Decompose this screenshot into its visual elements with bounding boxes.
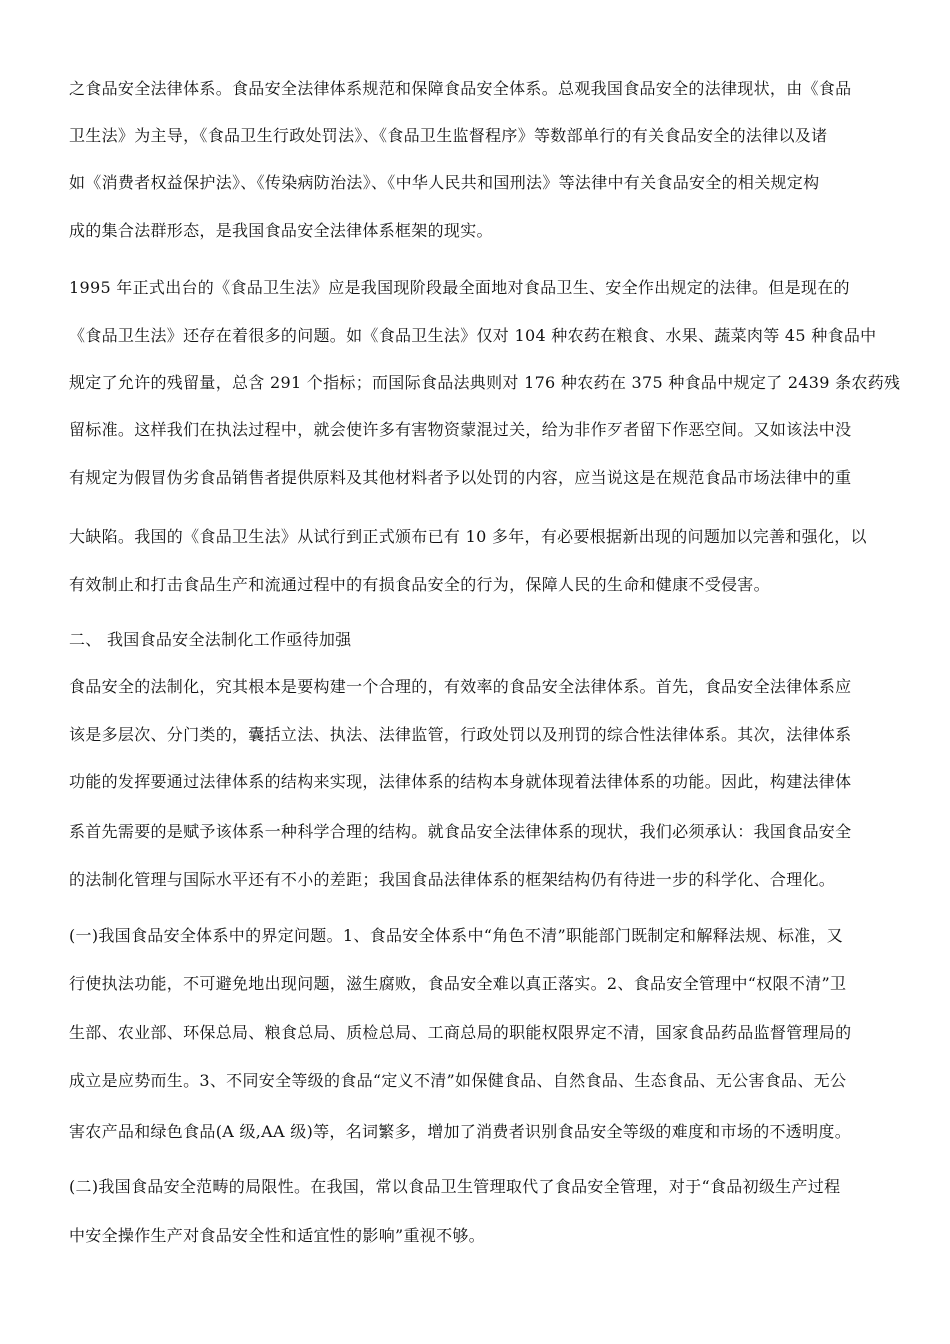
text-line-8: 留标准。这样我们在执法过程中，就会使许多有害物资蒙混过关，给为非作歹者留下作恶空间。又如该法中没 bbox=[69, 420, 852, 439]
text-line-16: 系首先需要的是赋予该体系一种科学合理的结构。就食品安全法律体系的现状，我们必须承认：我国食品安全 bbox=[69, 822, 852, 841]
text-line-23: (二)我国食品安全范畴的局限性。在我国，常以食品卫生管理取代了食品安全管理，对于“食品初级生产过程 bbox=[69, 1177, 841, 1196]
text-line-2: 卫生法》为主导，《食品卫生行政处罚法》、《食品卫生监督程序》等数部单行的有关食品安全的法律以及诸 bbox=[69, 126, 828, 145]
text-line-10: 大缺陷。我国的《食品卫生法》从试行到正式颁布已有 10 多年，有必要根据新出现的问题加以完善和强化，以 bbox=[69, 527, 867, 546]
text-line-6: 《食品卫生法》还存在着很多的问题。如《食品卫生法》仅对 104 种农药在粮食、水果、蔬菜肉等 45 种食品中 bbox=[69, 326, 877, 345]
text-line-7: 规定了允许的残留量，总含 291 个指标；而国际食品法典则对 176 种农药在 375 种食品中规定了 2439 条农药残 bbox=[69, 373, 901, 392]
text-line-1: 之食品安全法律体系。食品安全法律体系规范和保障食品安全体系。总观我国食品安全的法律现状，由《食品 bbox=[69, 79, 852, 98]
text-line-17: 的法制化管理与国际水平还有不小的差距；我国食品法律体系的框架结构仍有待进一步的科学化、合理化。 bbox=[69, 870, 836, 889]
text-line-22: 害农产品和绿色食品(A 级,AA 级)等，名词繁多，增加了消费者识别食品安全等级的难度和市场的不透明度。 bbox=[69, 1122, 852, 1141]
text-line-24: 中安全操作生产对食品安全性和适宜性的影响”重视不够。 bbox=[69, 1226, 485, 1245]
text-line-5: 1995 年正式出台的《食品卫生法》应是我国现阶段最全面地对食品卫生、安全作出规定的法律。但是现在的 bbox=[69, 278, 850, 297]
text-line-3: 如《消费者权益保护法》、《传染病防治法》、《中华人民共和国刑法》等法律中有关食品安全的相关规定构 bbox=[69, 173, 820, 192]
text-line-21: 成立是应势而生。3、不同安全等级的食品“定义不清”如保健食品、自然食品、生态食品、无公害食品、无公 bbox=[69, 1071, 847, 1090]
text-line-11: 有效制止和打击食品生产和流通过程中的有损食品安全的行为，保障人民的生命和健康不受侵害。 bbox=[69, 575, 770, 594]
section-heading: 二、 我国食品安全法制化工作亟待加强 bbox=[69, 630, 352, 649]
text-line-4: 成的集合法群形态，是我国食品安全法律体系框架的现实。 bbox=[69, 221, 493, 240]
text-line-14: 该是多层次、分门类的，囊括立法、执法、法律监管，行政处罚以及刑罚的综合性法律体系。其次，法律体系 bbox=[69, 725, 852, 744]
text-line-15: 功能的发挥要通过法律体系的结构来实现，法律体系的结构本身就体现着法律体系的功能。因此，构建法律体 bbox=[69, 772, 852, 791]
text-line-9: 有规定为假冒伪劣食品销售者提供原料及其他材料者予以处罚的内容，应当说这是在规范食品市场法律中的重 bbox=[69, 468, 852, 487]
text-line-18: (一)我国食品安全体系中的界定问题。1、食品安全体系中“角色不清”职能部门既制定和解释法规、标准，又 bbox=[69, 926, 844, 945]
text-line-19: 行使执法功能，不可避免地出现问题，滋生腐败，食品安全难以真正落实。2、食品安全管理中“权限不清”卫 bbox=[69, 974, 847, 993]
text-line-20: 生部、农业部、环保总局、粮食总局、质检总局、工商总局的职能权限界定不清，国家食品药品监督管理局的 bbox=[69, 1023, 852, 1042]
text-line-13: 食品安全的法制化，究其根本是要构建一个合理的，有效率的食品安全法律体系。首先，食品安全法律体系应 bbox=[69, 677, 852, 696]
